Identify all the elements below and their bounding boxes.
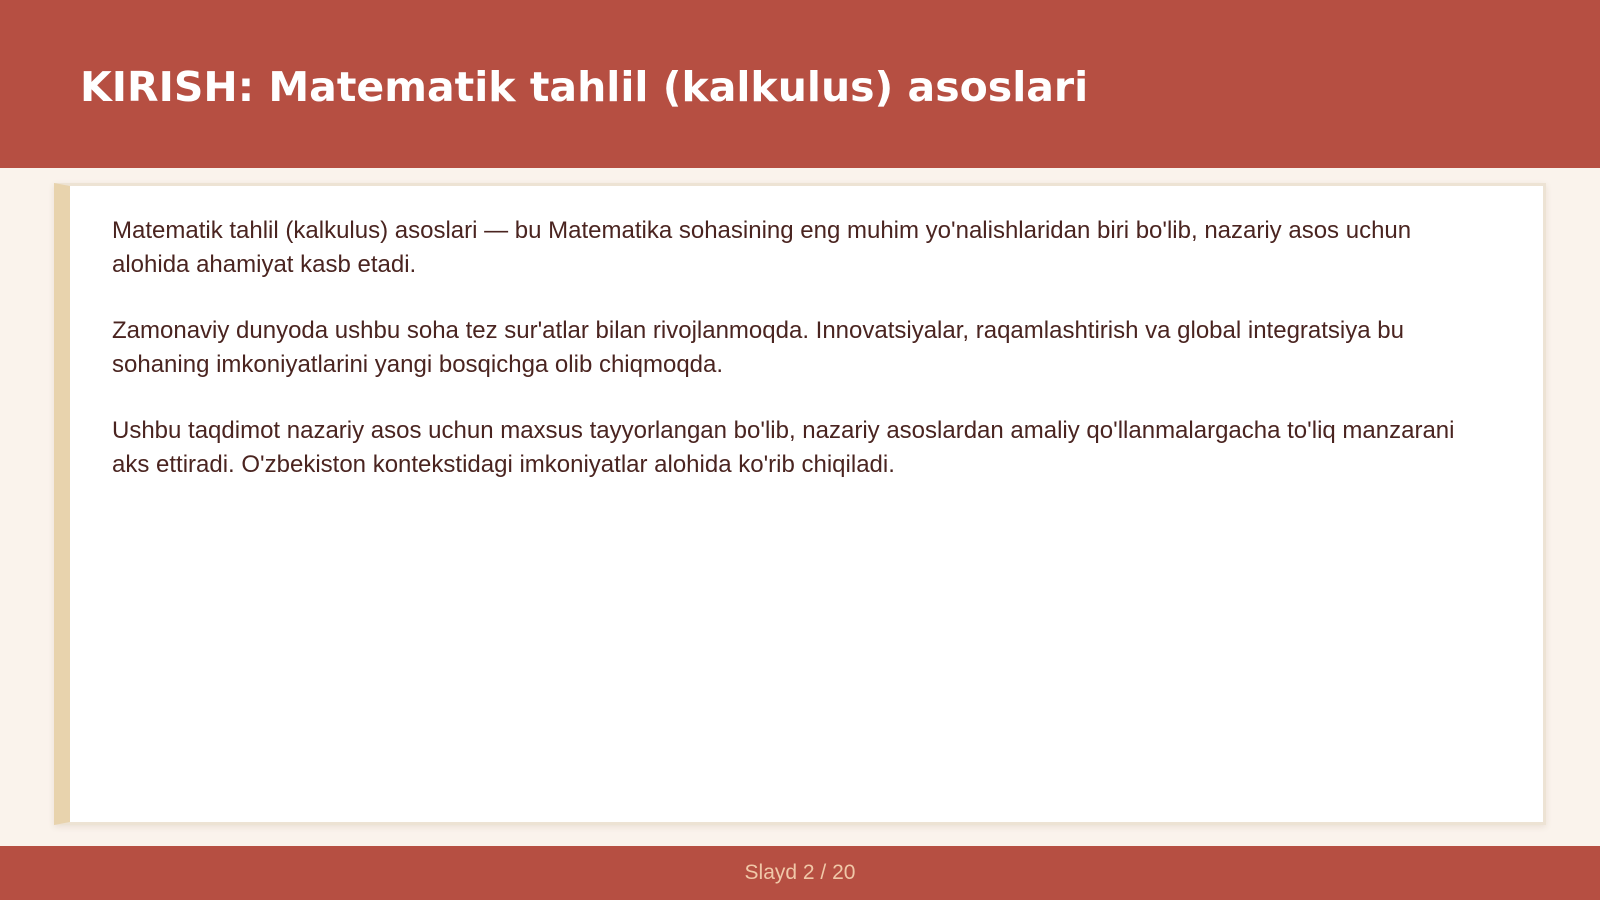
paragraph-2: Zamonaviy dunyoda ushbu soha tez sur'atlar bilan rivojlanmoqda. Innovatsiyalar, raqamlashtirish va global integratsiya bu sohaning imkoniyatlarini yangi bosqichga olib chiqmoqda. [112, 317, 1404, 378]
paragraph-1: Matematik tahlil (kalkulus) asoslari — bu Matematika sohasining eng muhim yo'nalishlaridan biri bo'lib, nazariy asos uchun alohida ahamiyat kasb etadi. [112, 217, 1412, 278]
slide-header [0, 0, 1600, 168]
content-body [112, 214, 1492, 514]
content-card [54, 183, 1546, 825]
slide-number: Slayd 2 / 20 [744, 861, 856, 884]
slide-title: KIRISH: Matematik tahlil (kalkulus) asoslari [80, 63, 1089, 111]
paragraph-3: Ushbu taqdimot nazariy asos uchun maxsus tayyorlangan bo'lib, nazariy asoslardan amaliy qo'llanmalargacha to'liq manzarani aks ettiradi. O'zbekiston kontekstidagi imkoniyatlar alohida ko'rib chiqiladi. [112, 417, 1455, 478]
slide-footer [0, 846, 1600, 900]
